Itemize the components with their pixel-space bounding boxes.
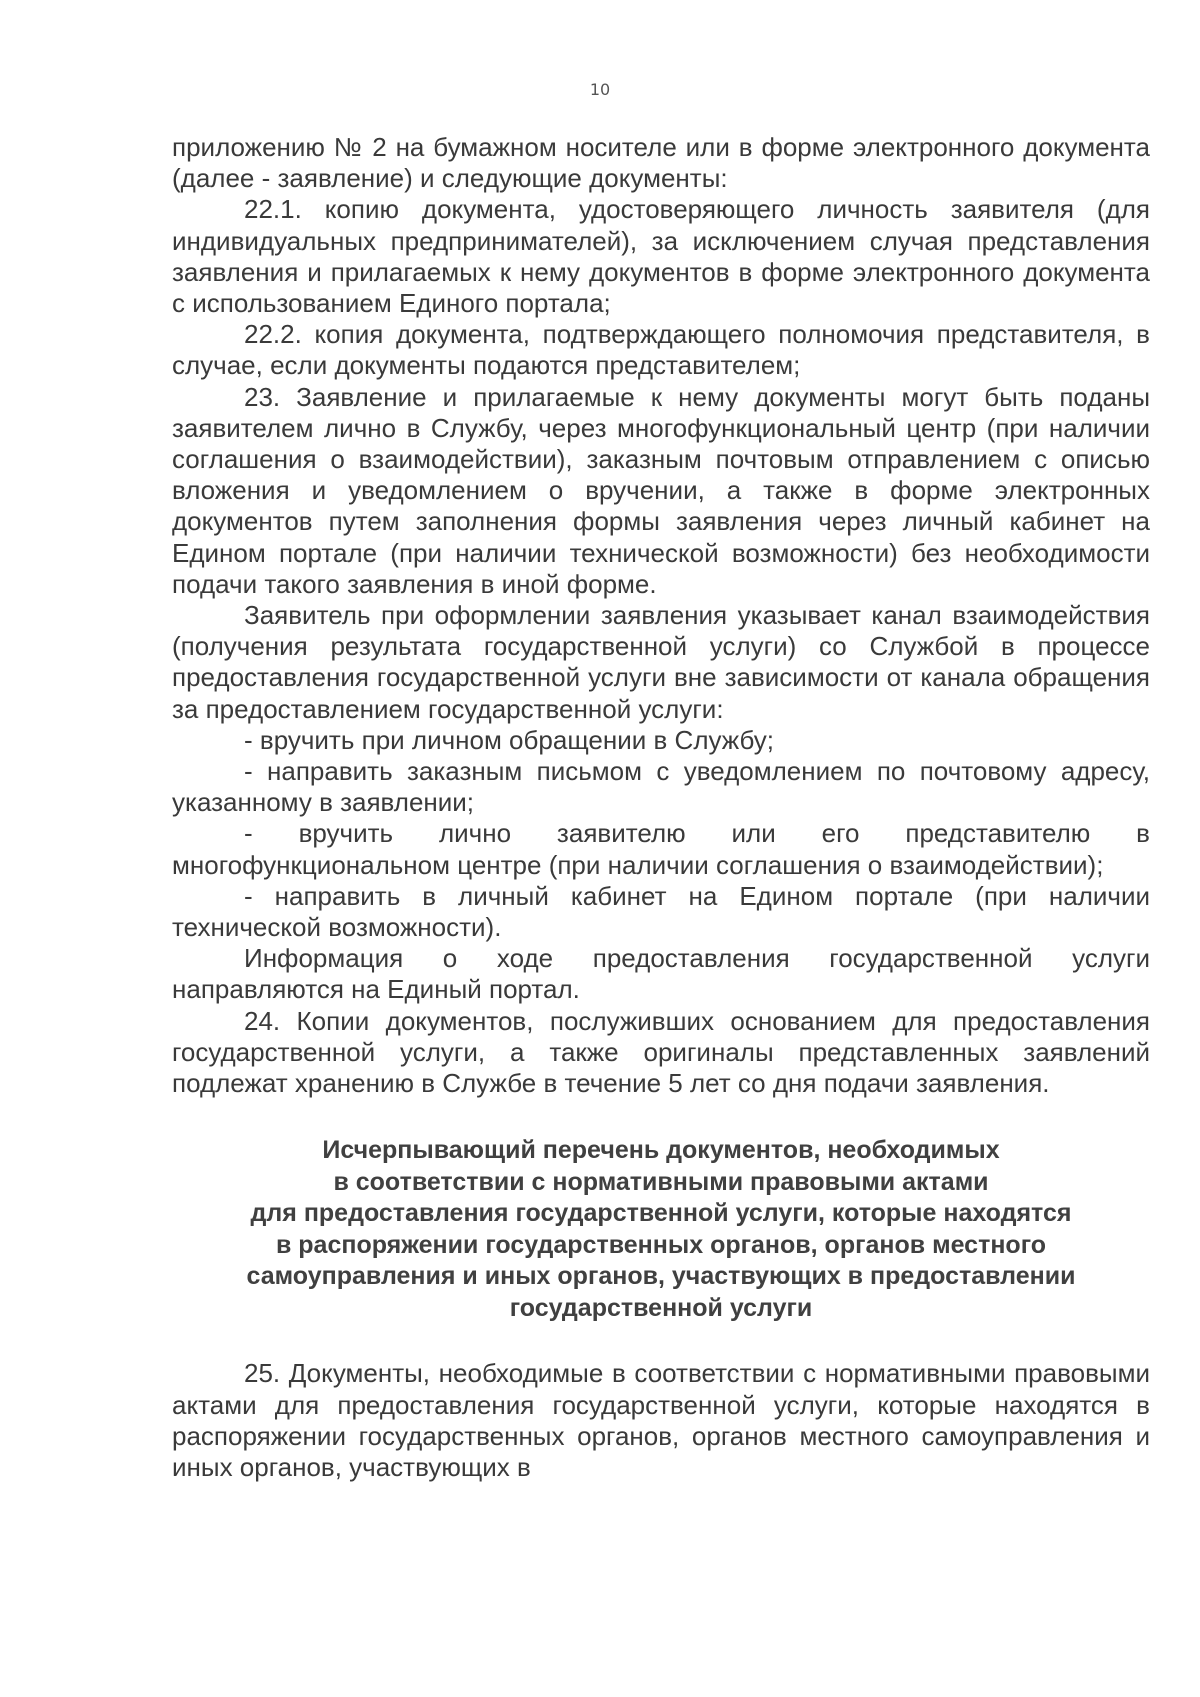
heading-line: Исчерпывающий перечень документов, необходимых bbox=[322, 1136, 1000, 1165]
list-item: - направить заказным письмом с уведомлением по почтовому адресу, указанному в заявлении; bbox=[172, 756, 1150, 818]
heading-line: для предоставления государственной услуги, которые находятся bbox=[250, 1199, 1072, 1228]
paragraph: 24. Копии документов, послуживших основанием для предоставления государственной услуги, а также оригиналы представленных заявлений подлежат хранению в Службе в течение 5 лет со дня подачи заявления. bbox=[172, 1005, 1150, 1099]
list-item: - вручить при личном обращении в Службу; bbox=[244, 724, 775, 755]
heading-line: самоуправления и иных органов, участвующих в предоставлении bbox=[246, 1262, 1076, 1291]
heading-line: в распоряжении государственных органов, органов местного bbox=[275, 1230, 1047, 1259]
list-item: - вручить лично заявителю или его представителю в многофункциональном центре (при наличии соглашения о взаимодействии); bbox=[172, 818, 1150, 880]
paragraph: 22.2. копия документа, подтверждающего полномочия представителя, в случае, если документы подаются представителем; bbox=[172, 319, 1150, 381]
document-body bbox=[172, 132, 1150, 1483]
paragraph: 25. Документы, необходимые в соответствии с нормативными правовыми актами для предоставления государственной услуги, которые находятся в распоряжении государственных органов, органов местного самоуправления и иных органов, участвующих в bbox=[172, 1358, 1150, 1482]
paragraph: Заявитель при оформлении заявления указывает канал взаимодействия (получения результата государственной услуги) со Службой в процессе предоставления государственной услуги вне зависимости от канала обращения за предоставлением государственной услуги: bbox=[172, 600, 1150, 724]
paragraph: 22.1. копию документа, удостоверяющего личность заявителя (для индивидуальных предпринимателей), за исключением случая представления заявления и прилагаемых к нему документов в форме электронного документа с использованием Единого портала; bbox=[172, 194, 1150, 319]
paragraph: Информация о ходе предоставления государственной услуги направляются на Единый портал. bbox=[172, 943, 1150, 1005]
paragraphs-before bbox=[172, 132, 1150, 1099]
page-number: 10 bbox=[589, 80, 611, 99]
paragraphs-after bbox=[172, 1358, 1150, 1483]
paragraph: приложению № 2 на бумажном носителе или в форме электронного документа (далее - заявление) и следующие документы: bbox=[172, 132, 1150, 194]
list-item: - направить в личный кабинет на Едином портале (при наличии технической возможности). bbox=[172, 880, 1150, 943]
heading-line: государственной услуги bbox=[509, 1293, 813, 1322]
section-heading bbox=[172, 1135, 1150, 1324]
paragraph: 23. Заявление и прилагаемые к нему документы могут быть поданы заявителем лично в Службу, через многофункциональный центр (при наличии соглашения о взаимодействии), заказным почтовым отправлением с описью вложения и уведомлением о вручении, а также в форме электронных документов путем заполнения формы заявления через личный кабинет на Едином портале (при наличии технической возможности) без необходимости подачи такого заявления в иной форме. bbox=[172, 381, 1150, 599]
heading-line: в соответствии с нормативными правовыми актами bbox=[333, 1167, 989, 1196]
